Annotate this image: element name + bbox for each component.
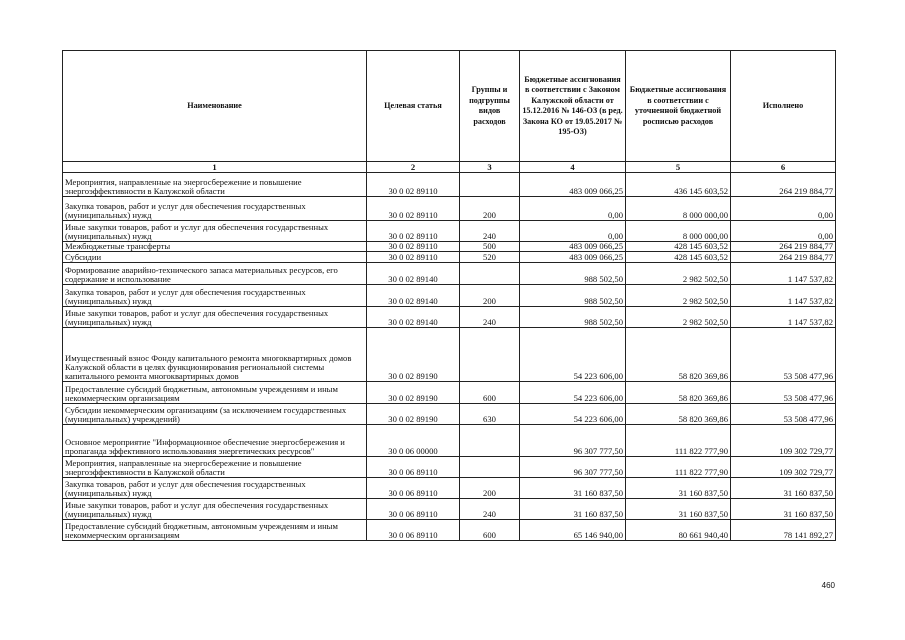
row-refined-allocation: 111 822 777,90 [626,457,731,478]
table-row [63,499,836,520]
row-executed: 109 302 729,77 [731,457,836,478]
row-law-allocation: 31 160 837,50 [520,478,626,499]
row-executed: 31 160 837,50 [731,478,836,499]
row-expense-group: 240 [460,221,520,242]
row-executed: 53 508 477,96 [731,328,836,382]
row-law-allocation: 31 160 837,50 [520,499,626,520]
row-law-allocation: 54 223 606,00 [520,328,626,382]
row-law-allocation: 988 502,50 [520,285,626,307]
row-target-article: 30 0 02 89190 [367,328,460,382]
page-number: 460 [821,581,835,590]
row-law-allocation: 483 009 066,25 [520,242,626,252]
row-executed: 78 141 892,27 [731,520,836,541]
row-name: Имущественный взнос Фонду капитального ремонта многоквартирных домов Калужской области в целях функционирования региональной системы капитального ремонта многоквартирных домов [63,328,367,382]
row-name: Основное мероприятие "Информационное обеспечение энергосбережения и пропаганда эффективного использования энергетических ресурсов" [63,425,367,457]
row-expense-group [460,328,520,382]
row-refined-allocation: 58 820 369,86 [626,404,731,425]
row-name: Закупка товаров, работ и услуг для обеспечения государственных (муниципальных) нужд [63,285,367,307]
column-number: 5 [626,162,731,173]
row-target-article: 30 0 02 89190 [367,404,460,425]
row-target-article: 30 0 02 89110 [367,252,460,263]
row-name: Мероприятия, направленные на энергосбережение и повышение энергоэффективности в Калужской области [63,457,367,478]
header-refined-allocations: Бюджетные ассигнования в соответствии с уточненной бюджетной росписью расходов [626,51,731,162]
row-expense-group: 240 [460,307,520,328]
row-law-allocation: 96 307 777,50 [520,425,626,457]
row-expense-group: 200 [460,478,520,499]
table-row [63,173,836,197]
row-refined-allocation: 2 982 502,50 [626,307,731,328]
row-expense-group: 600 [460,520,520,541]
row-law-allocation: 988 502,50 [520,263,626,285]
column-number: 6 [731,162,836,173]
row-target-article: 30 0 06 89110 [367,478,460,499]
row-law-allocation: 483 009 066,25 [520,252,626,263]
table-row [63,457,836,478]
row-law-allocation: 988 502,50 [520,307,626,328]
row-expense-group: 500 [460,242,520,252]
row-target-article: 30 0 02 89110 [367,197,460,221]
row-expense-group: 200 [460,197,520,221]
row-law-allocation: 0,00 [520,221,626,242]
row-executed: 109 302 729,77 [731,425,836,457]
row-name: Закупка товаров, работ и услуг для обеспечения государственных (муниципальных) нужд [63,478,367,499]
row-refined-allocation: 80 661 940,40 [626,520,731,541]
column-number-row [63,162,836,173]
row-refined-allocation: 58 820 369,86 [626,382,731,404]
column-number: 1 [63,162,367,173]
row-executed: 1 147 537,82 [731,263,836,285]
row-expense-group [460,173,520,197]
row-executed: 53 508 477,96 [731,404,836,425]
row-law-allocation: 54 223 606,00 [520,404,626,425]
row-name: Субсидии некоммерческим организациям (за исключением государственных (муниципальных) учреждений) [63,404,367,425]
row-target-article: 30 0 06 89110 [367,457,460,478]
table-row [63,382,836,404]
row-name: Иные закупки товаров, работ и услуг для обеспечения государственных (муниципальных) нужд [63,307,367,328]
row-expense-group: 520 [460,252,520,263]
row-name: Формирование аварийно-технического запаса материальных ресурсов, его содержание и использование [63,263,367,285]
row-expense-group [460,425,520,457]
budget-table [62,50,836,541]
row-name: Иные закупки товаров, работ и услуг для обеспечения государственных (муниципальных) нужд [63,221,367,242]
row-refined-allocation: 8 000 000,00 [626,221,731,242]
row-name: Закупка товаров, работ и услуг для обеспечения государственных (муниципальных) нужд [63,197,367,221]
table-body [63,173,836,541]
row-name: Субсидии [63,252,367,263]
row-refined-allocation: 2 982 502,50 [626,263,731,285]
row-executed: 264 219 884,77 [731,242,836,252]
row-target-article: 30 0 06 89110 [367,520,460,541]
header-expense-group: Группы и подгруппы видов расходов [460,51,520,162]
row-law-allocation: 65 146 940,00 [520,520,626,541]
row-target-article: 30 0 02 89140 [367,285,460,307]
row-law-allocation: 54 223 606,00 [520,382,626,404]
header-executed: Исполнено [731,51,836,162]
row-executed: 1 147 537,82 [731,285,836,307]
row-executed: 0,00 [731,197,836,221]
row-target-article: 30 0 02 89110 [367,242,460,252]
row-refined-allocation: 31 160 837,50 [626,478,731,499]
header-law-allocations: Бюджетные ассигнования в соответствии с Законом Калужской области от 15.12.2016 № 146-ОЗ (в ред. Закона КО от 19.05.2017 № 195-ОЗ) [520,51,626,162]
row-expense-group: 630 [460,404,520,425]
row-refined-allocation: 436 145 603,52 [626,173,731,197]
row-target-article: 30 0 02 89190 [367,382,460,404]
row-target-article: 30 0 02 89140 [367,263,460,285]
header-target-article: Целевая статья [367,51,460,162]
row-law-allocation: 483 009 066,25 [520,173,626,197]
row-target-article: 30 0 02 89110 [367,173,460,197]
row-expense-group: 200 [460,285,520,307]
row-target-article: 30 0 06 89110 [367,499,460,520]
row-law-allocation: 0,00 [520,197,626,221]
table-row [63,221,836,242]
table-row [63,404,836,425]
header-name: Наименование [63,51,367,162]
table-row [63,252,836,263]
table-row [63,425,836,457]
table-row [63,242,836,252]
table-row [63,328,836,382]
row-executed: 53 508 477,96 [731,382,836,404]
row-refined-allocation: 111 822 777,90 [626,425,731,457]
row-expense-group: 600 [460,382,520,404]
row-name: Предоставление субсидий бюджетным, автономным учреждениям и иным некоммерческим организациям [63,382,367,404]
row-expense-group: 240 [460,499,520,520]
row-refined-allocation: 428 145 603,52 [626,242,731,252]
table-row [63,263,836,285]
row-refined-allocation: 58 820 369,86 [626,328,731,382]
table-row [63,478,836,499]
row-target-article: 30 0 02 89140 [367,307,460,328]
table-header-row [63,51,836,162]
row-target-article: 30 0 06 00000 [367,425,460,457]
row-name: Предоставление субсидий бюджетным, автономным учреждениям и иным некоммерческим организациям [63,520,367,541]
table-row [63,520,836,541]
row-executed: 1 147 537,82 [731,307,836,328]
row-executed: 264 219 884,77 [731,252,836,263]
table-row [63,285,836,307]
row-name: Иные закупки товаров, работ и услуг для обеспечения государственных (муниципальных) нужд [63,499,367,520]
row-executed: 31 160 837,50 [731,499,836,520]
row-refined-allocation: 428 145 603,52 [626,252,731,263]
row-refined-allocation: 8 000 000,00 [626,197,731,221]
table-row [63,197,836,221]
row-executed: 264 219 884,77 [731,173,836,197]
row-name: Мероприятия, направленные на энергосбережение и повышение энергоэффективности в Калужской области [63,173,367,197]
column-number: 2 [367,162,460,173]
row-expense-group [460,263,520,285]
row-refined-allocation: 31 160 837,50 [626,499,731,520]
column-number: 4 [520,162,626,173]
column-number: 3 [460,162,520,173]
row-law-allocation: 96 307 777,50 [520,457,626,478]
table-row [63,307,836,328]
row-name: Межбюджетные трансферты [63,242,367,252]
row-executed: 0,00 [731,221,836,242]
row-target-article: 30 0 02 89110 [367,221,460,242]
row-expense-group [460,457,520,478]
row-refined-allocation: 2 982 502,50 [626,285,731,307]
